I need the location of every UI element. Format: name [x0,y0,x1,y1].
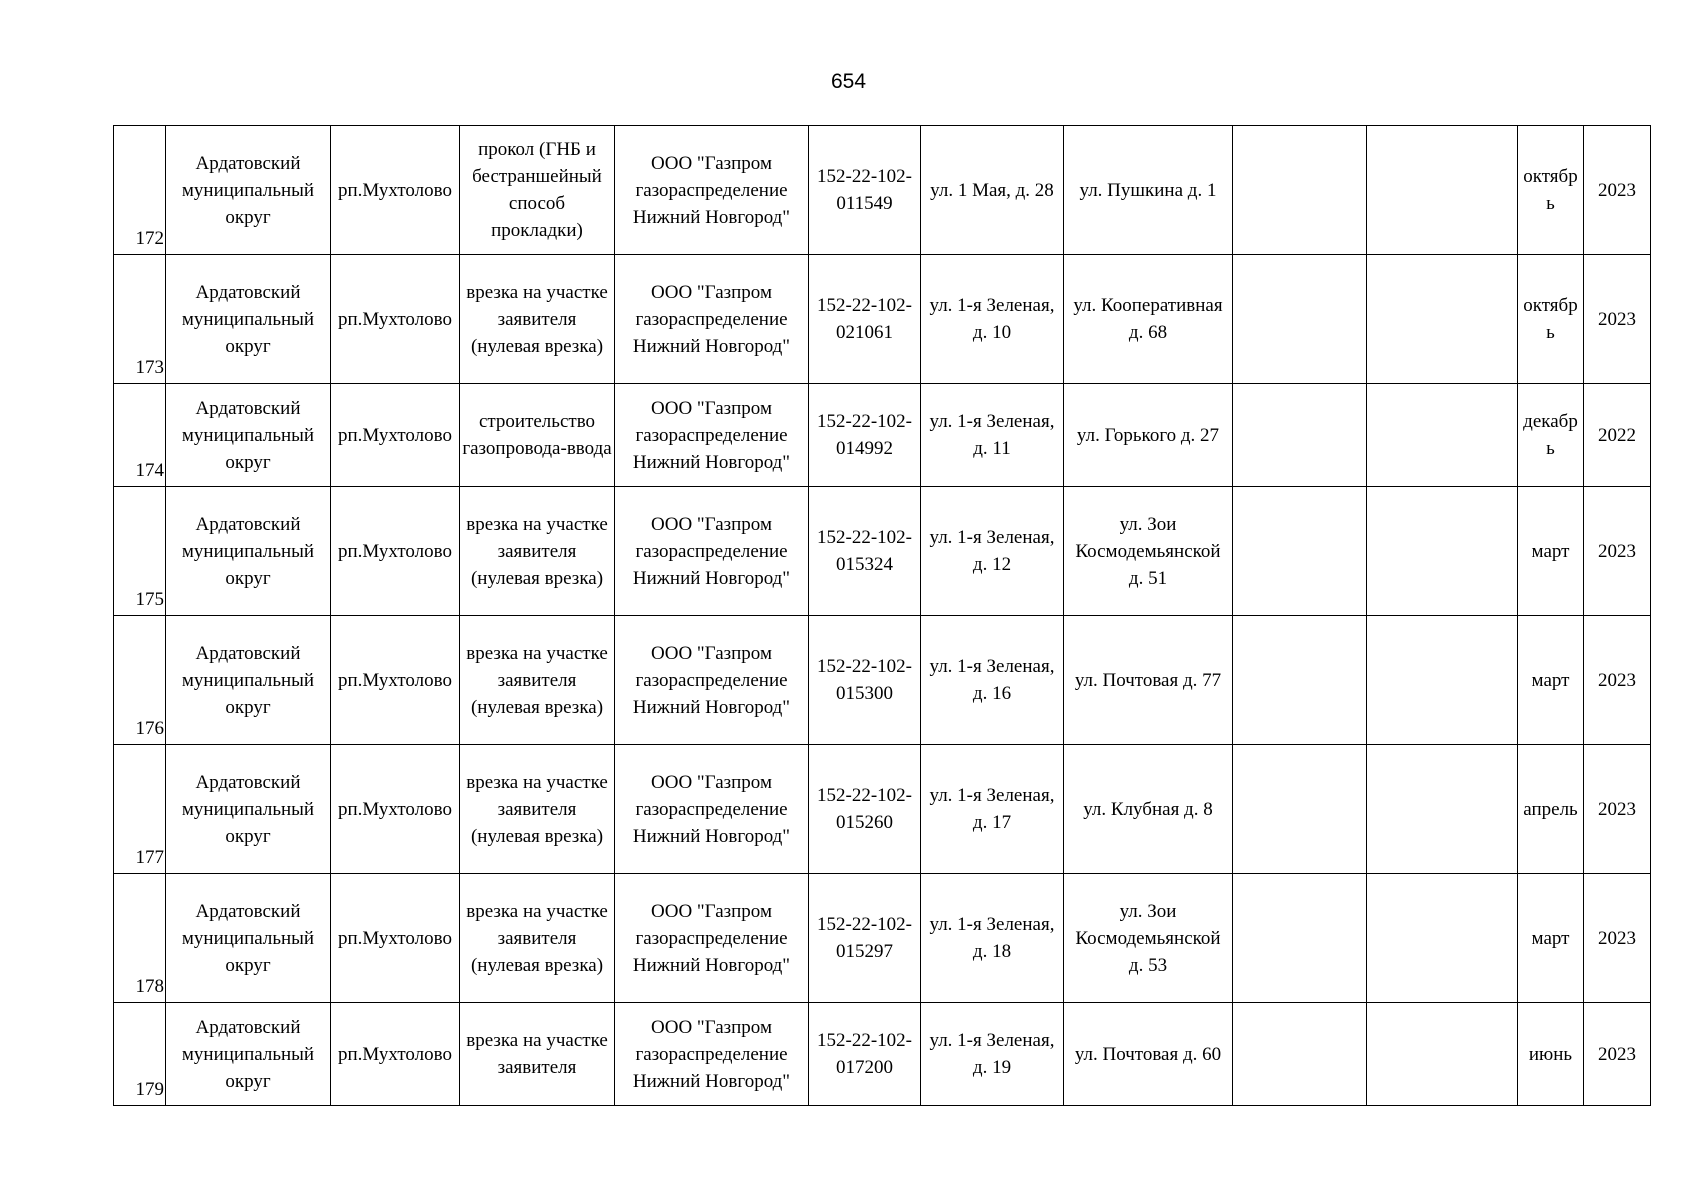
work-type-cell: врезка на участке заявителя (нулевая врезка) [460,745,615,874]
district-cell: Ардатовский муниципальный округ [166,745,331,874]
year-cell: 2022 [1584,384,1651,487]
organization-cell: ООО "Газпром газораспределение Нижний Новгород" [615,874,809,1003]
empty-cell [1233,384,1367,487]
settlement-cell: рп.Мухтолово [331,874,460,1003]
code-cell: 152-22-102-021061 [809,255,921,384]
row-number: 177 [114,745,166,874]
work-type-cell: врезка на участке заявителя [460,1003,615,1106]
code-cell: 152-22-102-015260 [809,745,921,874]
address-to-cell: ул. Зои Космодемьянской д. 53 [1064,874,1233,1003]
district-cell: Ардатовский муниципальный округ [166,384,331,487]
district-cell: Ардатовский муниципальный округ [166,616,331,745]
month-cell: апрель [1518,745,1584,874]
address-to-cell: ул. Пушкина д. 1 [1064,126,1233,255]
work-type-cell: врезка на участке заявителя (нулевая врезка) [460,616,615,745]
district-cell: Ардатовский муниципальный округ [166,255,331,384]
district-cell: Ардатовский муниципальный округ [166,487,331,616]
month-cell: март [1518,874,1584,1003]
settlement-cell: рп.Мухтолово [331,487,460,616]
address-to-cell: ул. Горького д. 27 [1064,384,1233,487]
table-row [114,126,1651,255]
address-to-cell: ул. Почтовая д. 60 [1064,1003,1233,1106]
address-from-cell: ул. 1-я Зеленая, д. 12 [921,487,1064,616]
year-cell: 2023 [1584,1003,1651,1106]
registry-table-body [114,126,1651,1106]
address-from-cell: ул. 1-я Зеленая, д. 19 [921,1003,1064,1106]
organization-cell: ООО "Газпром газораспределение Нижний Новгород" [615,745,809,874]
row-number: 174 [114,384,166,487]
settlement-cell: рп.Мухтолово [331,1003,460,1106]
table-row [114,874,1651,1003]
work-type-cell: врезка на участке заявителя (нулевая врезка) [460,874,615,1003]
registry-table [113,125,1651,1106]
month-cell: март [1518,487,1584,616]
empty-cell [1367,874,1518,1003]
work-type-cell: строительство газопровода-ввода [460,384,615,487]
work-type-cell: врезка на участке заявителя (нулевая врезка) [460,255,615,384]
row-number: 175 [114,487,166,616]
address-from-cell: ул. 1-я Зеленая, д. 17 [921,745,1064,874]
year-cell: 2023 [1584,874,1651,1003]
empty-cell [1233,255,1367,384]
organization-cell: ООО "Газпром газораспределение Нижний Новгород" [615,255,809,384]
empty-cell [1233,487,1367,616]
empty-cell [1233,745,1367,874]
organization-cell: ООО "Газпром газораспределение Нижний Новгород" [615,1003,809,1106]
settlement-cell: рп.Мухтолово [331,126,460,255]
month-cell: декабрь [1518,384,1584,487]
row-number: 173 [114,255,166,384]
empty-cell [1233,874,1367,1003]
address-from-cell: ул. 1 Мая, д. 28 [921,126,1064,255]
month-cell: июнь [1518,1003,1584,1106]
address-to-cell: ул. Зои Космодемьянской д. 51 [1064,487,1233,616]
settlement-cell: рп.Мухтолово [331,255,460,384]
code-cell: 152-22-102-015324 [809,487,921,616]
empty-cell [1233,1003,1367,1106]
empty-cell [1367,616,1518,745]
code-cell: 152-22-102-011549 [809,126,921,255]
district-cell: Ардатовский муниципальный округ [166,126,331,255]
settlement-cell: рп.Мухтолово [331,384,460,487]
empty-cell [1367,126,1518,255]
code-cell: 152-22-102-017200 [809,1003,921,1106]
empty-cell [1367,255,1518,384]
year-cell: 2023 [1584,487,1651,616]
work-type-cell: прокол (ГНБ и бестраншейный способ прокладки) [460,126,615,255]
address-from-cell: ул. 1-я Зеленая, д. 18 [921,874,1064,1003]
settlement-cell: рп.Мухтолово [331,616,460,745]
work-type-cell: врезка на участке заявителя (нулевая врезка) [460,487,615,616]
organization-cell: ООО "Газпром газораспределение Нижний Новгород" [615,616,809,745]
month-cell: октябрь [1518,255,1584,384]
empty-cell [1367,384,1518,487]
address-to-cell: ул. Клубная д. 8 [1064,745,1233,874]
district-cell: Ардатовский муниципальный округ [166,1003,331,1106]
address-from-cell: ул. 1-я Зеленая, д. 11 [921,384,1064,487]
year-cell: 2023 [1584,616,1651,745]
organization-cell: ООО "Газпром газораспределение Нижний Новгород" [615,487,809,616]
empty-cell [1233,126,1367,255]
table-row [114,745,1651,874]
table-row [114,487,1651,616]
table-row [114,616,1651,745]
row-number: 176 [114,616,166,745]
organization-cell: ООО "Газпром газораспределение Нижний Новгород" [615,126,809,255]
table-row [114,384,1651,487]
empty-cell [1367,487,1518,616]
code-cell: 152-22-102-014992 [809,384,921,487]
empty-cell [1367,1003,1518,1106]
empty-cell [1367,745,1518,874]
row-number: 179 [114,1003,166,1106]
row-number: 172 [114,126,166,255]
settlement-cell: рп.Мухтолово [331,745,460,874]
month-cell: октябрь [1518,126,1584,255]
district-cell: Ардатовский муниципальный округ [166,874,331,1003]
organization-cell: ООО "Газпром газораспределение Нижний Новгород" [615,384,809,487]
row-number: 178 [114,874,166,1003]
address-from-cell: ул. 1-я Зеленая, д. 10 [921,255,1064,384]
empty-cell [1233,616,1367,745]
year-cell: 2023 [1584,745,1651,874]
table-row [114,1003,1651,1106]
month-cell: март [1518,616,1584,745]
year-cell: 2023 [1584,126,1651,255]
address-to-cell: ул. Кооперативная д. 68 [1064,255,1233,384]
page-number: 654 [830,70,867,93]
code-cell: 152-22-102-015300 [809,616,921,745]
address-from-cell: ул. 1-я Зеленая, д. 16 [921,616,1064,745]
year-cell: 2023 [1584,255,1651,384]
address-to-cell: ул. Почтовая д. 77 [1064,616,1233,745]
table-row [114,255,1651,384]
code-cell: 152-22-102-015297 [809,874,921,1003]
